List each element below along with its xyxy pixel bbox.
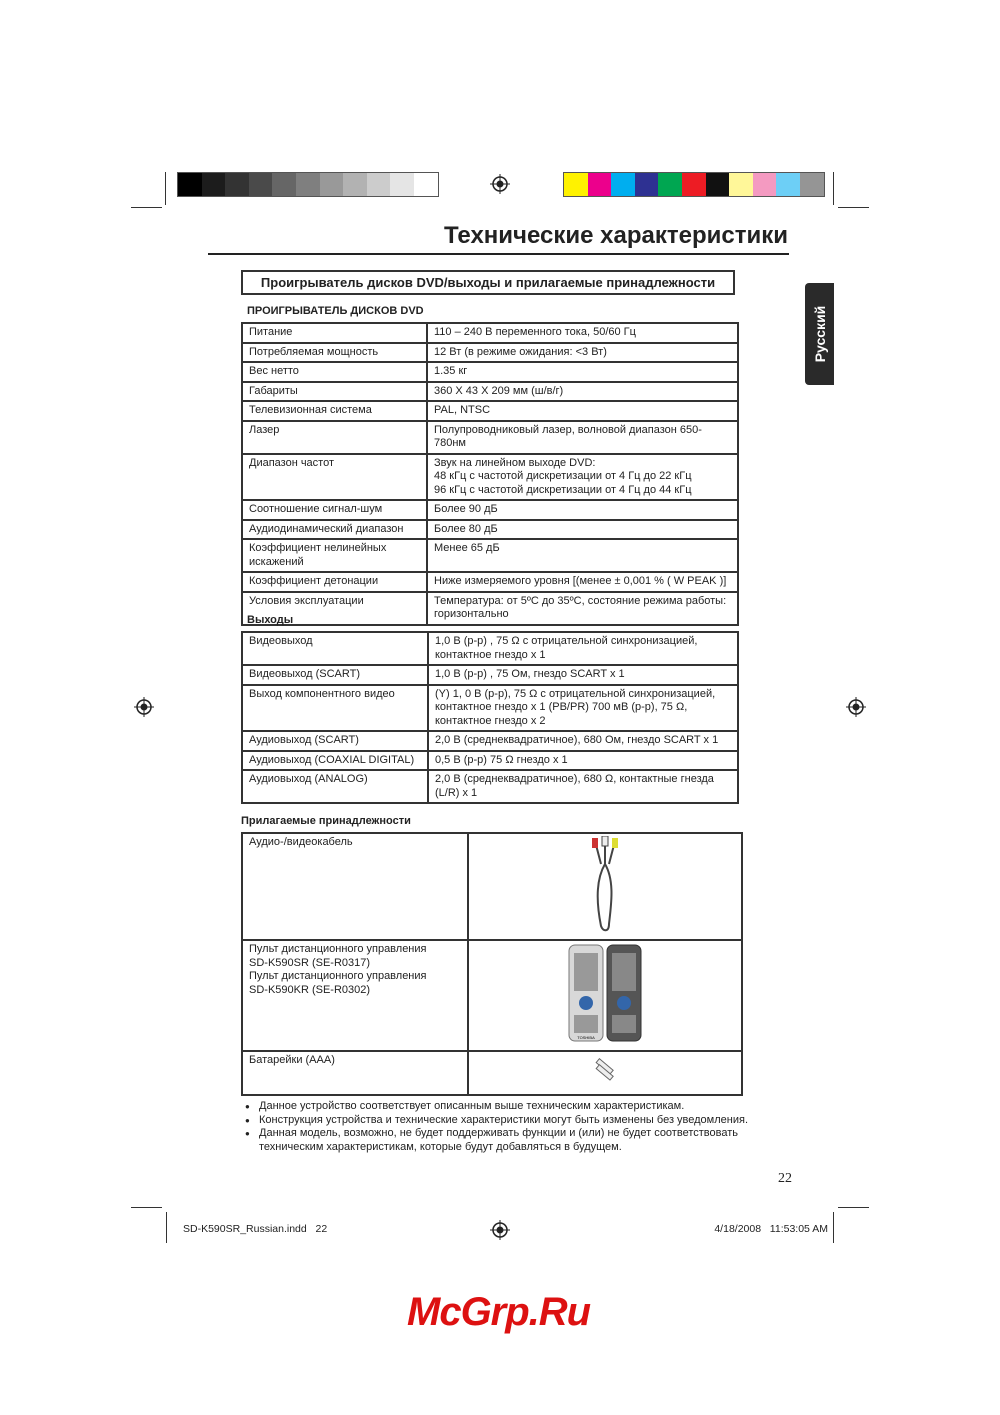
note-item: ● Конструкция устройства и технические характеристики могут быть изменены без уведомления. — [245, 1114, 755, 1128]
spec-label: Выход компонентного видео — [242, 685, 428, 732]
spec-row — [242, 421, 738, 454]
color-swatch — [272, 173, 296, 196]
spec-value: 2,0 В (среднеквадратичное), 680 Ом, гнездо SCART x 1 — [428, 731, 738, 751]
watermark-logo: McGrp.Ru — [407, 1290, 591, 1334]
output-row — [242, 770, 738, 803]
av-cable-icon — [575, 836, 635, 932]
spec-value: Звук на линейном выходе DVD: 48 кГц с частотой дискретизации от 4 Гц до 22 кГц 96 кГц с частотой дискретизации от 4 Гц до 44 кГц — [427, 454, 738, 501]
registration-mark-icon — [846, 697, 866, 717]
footer-filename: SD-K590SR_Russian.indd 22 — [183, 1223, 328, 1235]
spec-value: Полупроводниковый лазер, волновой диапазон 650-780нм — [427, 421, 738, 454]
dvd-heading: ПРОИГРЫВАТЕЛЬ ДИСКОВ DVD — [247, 305, 424, 317]
spec-row — [242, 539, 738, 572]
spec-value: 0,5 В (p-p) 75 Ω гнездо x 1 — [428, 751, 738, 771]
registration-mark-icon — [490, 174, 510, 194]
spec-label: Потребляемая мощность — [242, 343, 427, 363]
spec-value: 1,0 В (p-p) , 75 Ω с отрицательной синхронизацией, контактное гнездо x 1 — [428, 632, 738, 665]
color-swatch — [611, 173, 635, 196]
color-swatch — [588, 173, 612, 196]
section-heading: Проигрыватель дисков DVD/выходы и прилагаемые принадлежности — [241, 270, 735, 295]
spec-label: Видеовыход — [242, 632, 428, 665]
spec-label: Телевизионная система — [242, 401, 427, 421]
spec-row — [242, 382, 738, 402]
spec-value: 1,0 В (p-p) , 75 Ом, гнездо SCART x 1 — [428, 665, 738, 685]
color-swatch — [706, 173, 730, 196]
color-swatch — [296, 173, 320, 196]
color-swatch — [753, 173, 777, 196]
crop-mark — [131, 207, 162, 208]
spec-value: Ниже измеряемого уровня [(менее ± 0,001 % ( W PEAK )] — [427, 572, 738, 592]
color-swatch — [367, 173, 391, 196]
color-swatch — [390, 173, 414, 196]
dvd-spec-table — [241, 322, 739, 626]
spec-row — [242, 323, 738, 343]
spec-label: Питание — [242, 323, 427, 343]
spec-row — [242, 401, 738, 421]
spec-row — [242, 362, 738, 382]
spec-value: Менее 65 дБ — [427, 539, 738, 572]
footer-datetime: 4/18/2008 11:53:05 AM — [714, 1223, 828, 1235]
color-swatch — [658, 173, 682, 196]
page-number: 22 — [778, 1171, 792, 1186]
color-swatch — [800, 173, 824, 196]
color-swatch — [564, 173, 588, 196]
grayscale-bar — [177, 172, 439, 197]
spec-value: Температура: от 5ºC до 35ºC, состояние режима работы: горизонтально — [427, 592, 738, 625]
accessory-batteries: Батарейки (AAA) — [242, 1051, 468, 1095]
spec-label: Лазер — [242, 421, 427, 454]
spec-value: Более 90 дБ — [427, 500, 738, 520]
notes-list — [245, 1100, 755, 1154]
color-swatch — [320, 173, 344, 196]
spec-row — [242, 520, 738, 540]
spec-value: PAL, NTSC — [427, 401, 738, 421]
output-row — [242, 731, 738, 751]
spec-value: 2,0 В (среднеквадратичное), 680 Ω, контактные гнезда (L/R) x 1 — [428, 770, 738, 803]
language-tab-label: Русский — [811, 305, 828, 363]
spec-value: Более 80 дБ — [427, 520, 738, 540]
spec-label: Диапазон частот — [242, 454, 427, 501]
output-row — [242, 665, 738, 685]
output-row — [242, 751, 738, 771]
cable-image — [468, 833, 742, 940]
spec-value: 12 Вт (в режиме ожидания: <3 Вт) — [427, 343, 738, 363]
title-rule — [208, 253, 789, 255]
color-swatch — [202, 173, 226, 196]
spec-label: Коэффициент детонации — [242, 572, 427, 592]
spec-label: Коэффициент нелинейных искажений — [242, 539, 427, 572]
accessory-cable: Аудио-/видеокабель — [242, 833, 468, 940]
spec-label: Условия эксплуатации — [242, 592, 427, 625]
spec-row — [242, 592, 738, 625]
spec-label: Аудиовыход (ANALOG) — [242, 770, 428, 803]
spec-label: Вес нетто — [242, 362, 427, 382]
crop-mark — [838, 207, 869, 208]
registration-mark-icon — [134, 697, 154, 717]
spec-value: 110 – 240 В переменного тока, 50/60 Гц — [427, 323, 738, 343]
crop-mark — [131, 1207, 162, 1208]
batteries-image — [468, 1051, 742, 1095]
spec-row — [242, 572, 738, 592]
accessory-remote: Пульт дистанционного управления SD-K590SR (SE-R0317) Пульт дистанционного управления SD-K590KR (SE-R0302) — [242, 940, 468, 1051]
accessories-table — [241, 832, 743, 1096]
color-swatch — [635, 173, 659, 196]
note-item: ● Данная модель, возможно, не будет поддерживать функции и (или) не будет соответствовать техническим характеристикам, которые будут добавляться в будущем. — [245, 1127, 755, 1154]
crop-mark — [833, 172, 834, 205]
page-title: Технические характеристики — [443, 222, 788, 249]
color-swatch — [776, 173, 800, 196]
crop-mark — [833, 1212, 834, 1243]
crop-mark — [838, 1207, 869, 1208]
spec-value: 1.35 кг — [427, 362, 738, 382]
spec-value: 360 X 43 X 209 мм (ш/в/г) — [427, 382, 738, 402]
spec-label: Аудиовыход (COAXIAL DIGITAL) — [242, 751, 428, 771]
remote-brand-label: TOSHIBA — [577, 1035, 595, 1040]
language-tab — [805, 283, 834, 385]
crop-mark — [166, 1212, 167, 1243]
color-swatch — [225, 173, 249, 196]
spec-label: Габариты — [242, 382, 427, 402]
color-swatch — [729, 173, 753, 196]
color-swatch — [682, 173, 706, 196]
remote-control-icon — [567, 943, 643, 1043]
outputs-table — [241, 631, 739, 804]
spec-label: Соотношение сигнал-шум — [242, 500, 427, 520]
spec-value: (Y) 1, 0 В (p-p), 75 Ω с отрицательной синхронизацией, контактное гнездо x 1 (PB/PR) 700 мВ (p-p), 75 Ω, контактное гнездо x 2 — [428, 685, 738, 732]
crop-mark — [165, 172, 166, 205]
color-swatch — [343, 173, 367, 196]
spec-label: Аудиодинамический диапазон — [242, 520, 427, 540]
note-item: ● Данное устройство соответствует описанным выше техническим характеристикам. — [245, 1100, 755, 1114]
color-swatch — [178, 173, 202, 196]
remote-image — [468, 940, 742, 1051]
battery-icon — [593, 1058, 617, 1082]
spec-row — [242, 343, 738, 363]
accessories-heading: Прилагаемые принадлежности — [241, 815, 411, 827]
color-bar — [563, 172, 825, 197]
spec-row — [242, 500, 738, 520]
color-swatch — [249, 173, 273, 196]
spec-row — [242, 454, 738, 501]
color-swatch — [414, 173, 438, 196]
outputs-heading: Выходы — [247, 614, 294, 626]
output-row — [242, 685, 738, 732]
spec-label: Аудиовыход (SCART) — [242, 731, 428, 751]
spec-label: Видеовыход (SCART) — [242, 665, 428, 685]
output-row — [242, 632, 738, 665]
registration-mark-icon — [490, 1220, 510, 1240]
